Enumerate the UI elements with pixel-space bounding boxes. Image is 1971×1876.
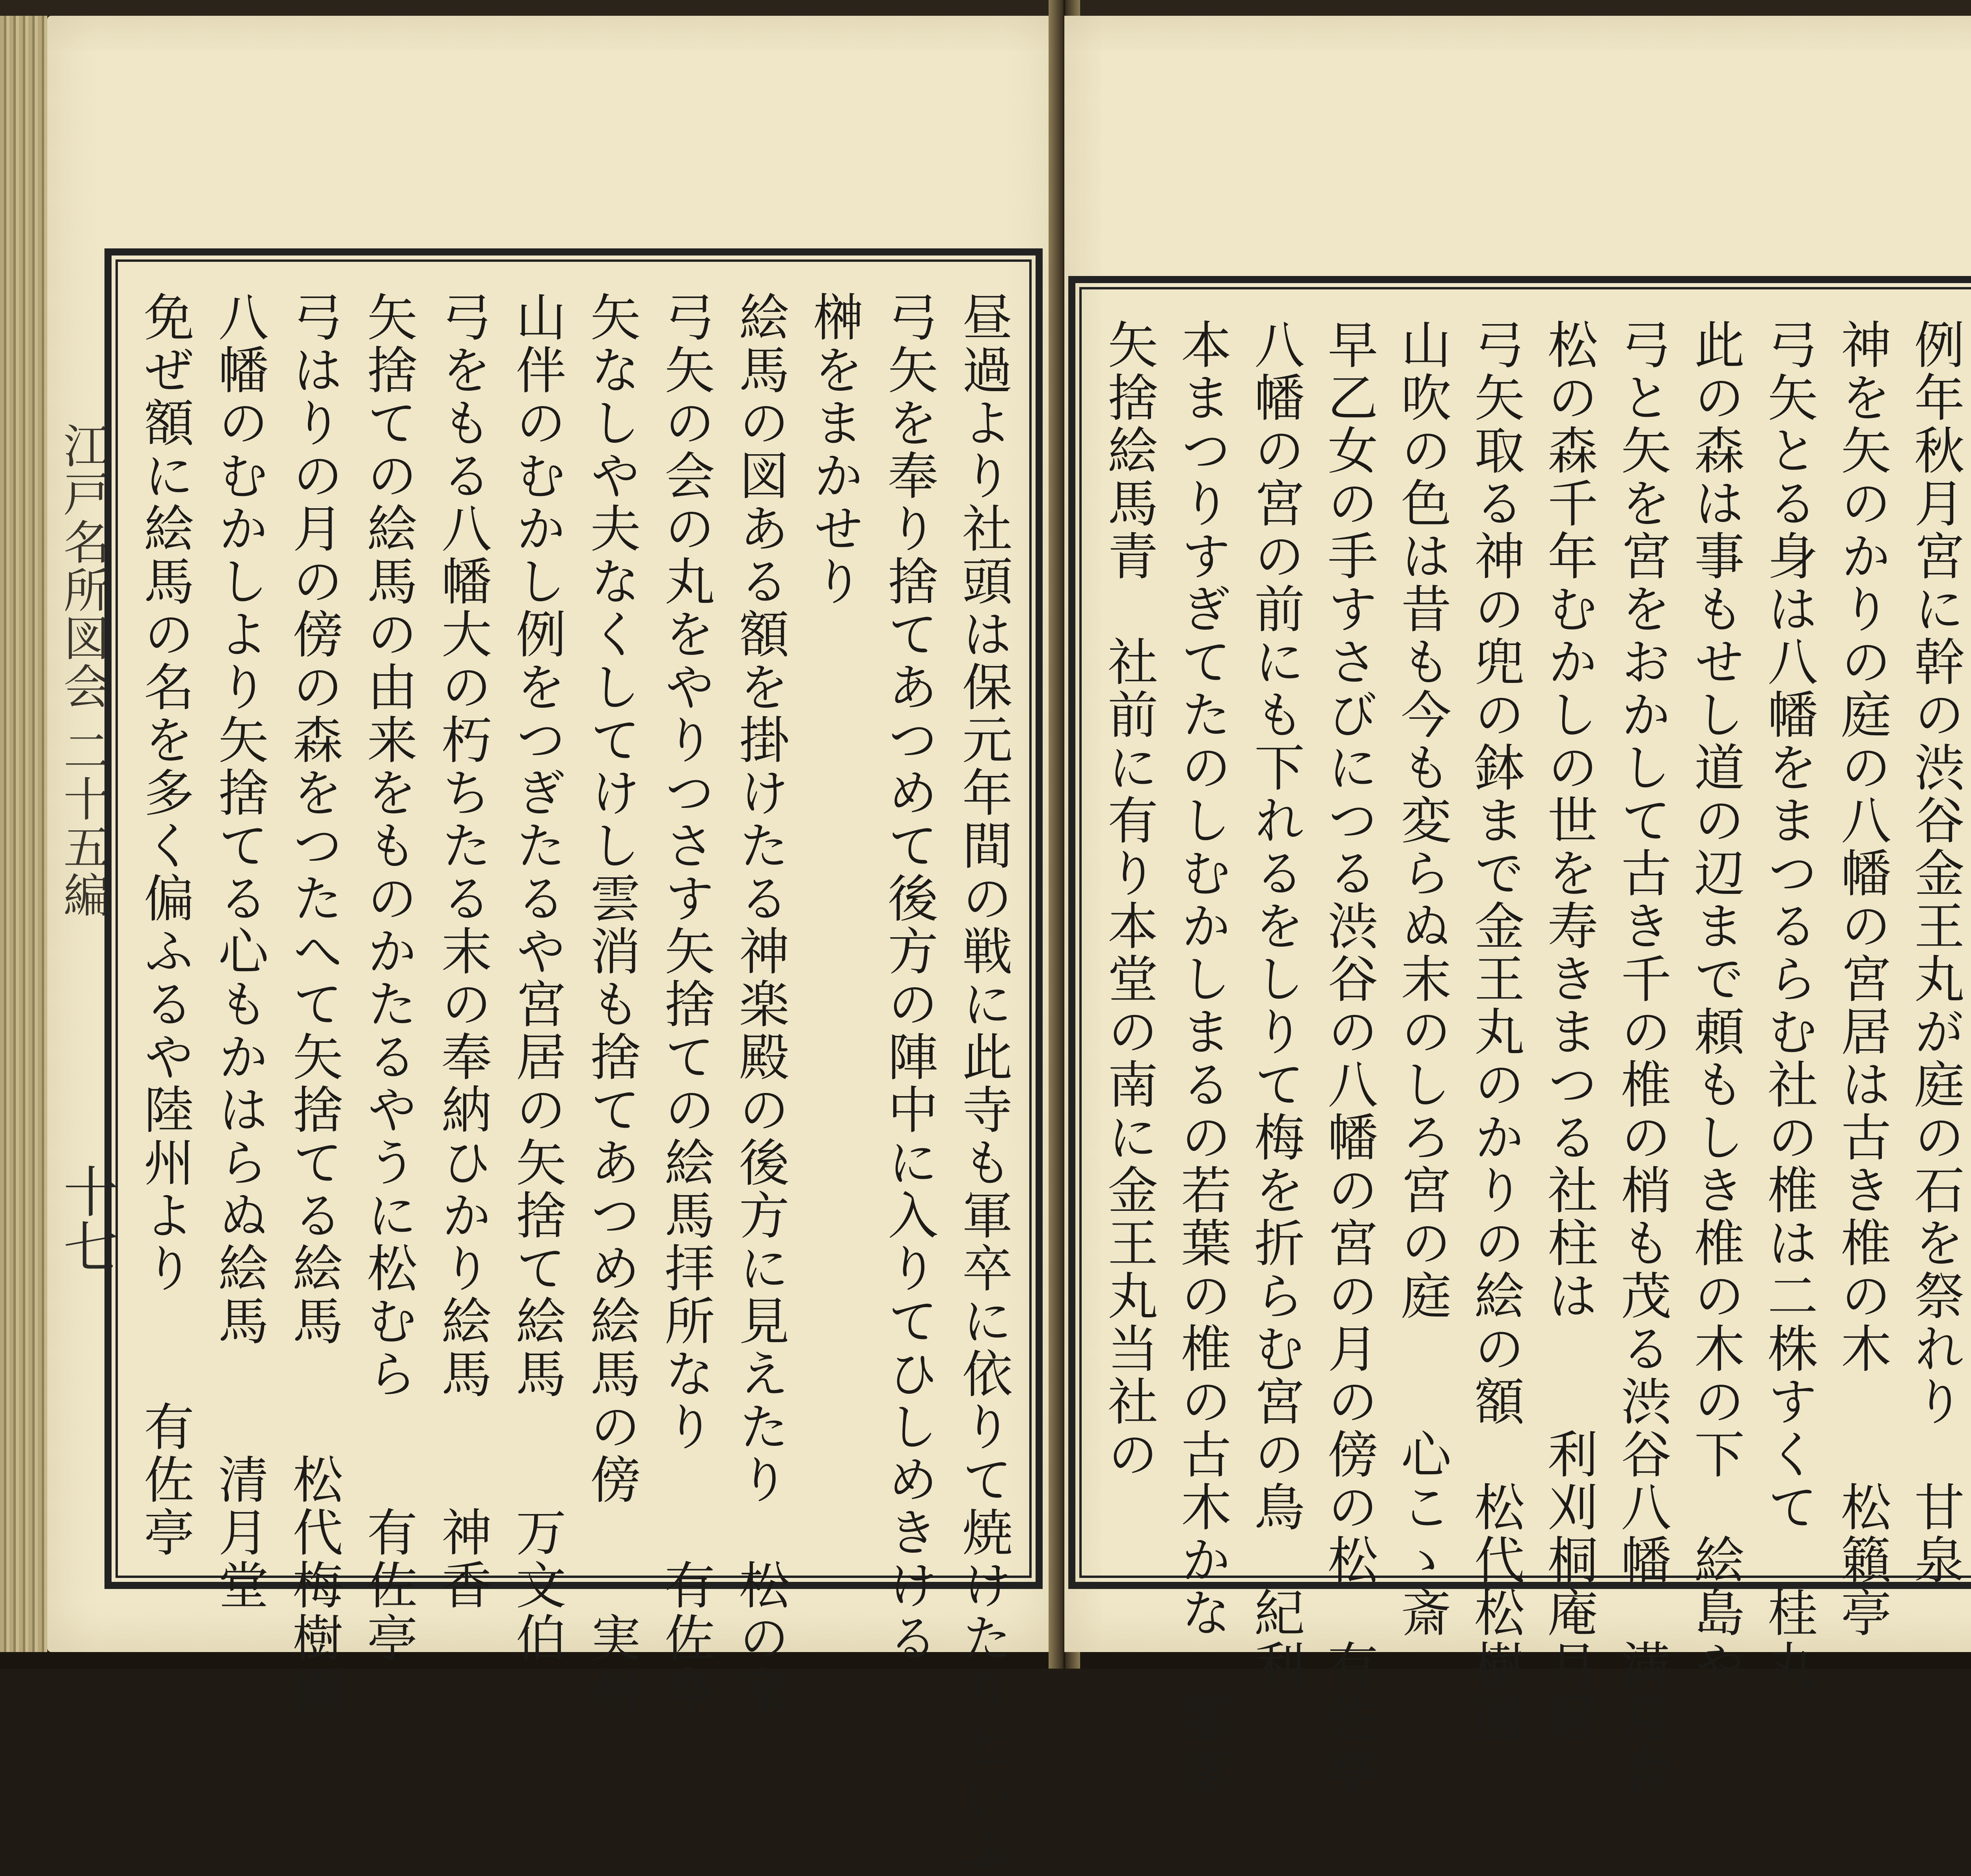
text-column: 例年秋月宮に幹の渋谷金王丸が庭の石を祭れり 甘泉 <box>1906 319 1964 1587</box>
text-column: 山伴のむかし例をつぎたるや宮居の矢捨て絵馬 万文伯 <box>507 291 566 1665</box>
right-text-frame <box>1068 276 1971 1798</box>
left-text-frame <box>104 248 1043 1876</box>
text-column: 弓矢とる身は八幡をまつるらむ社の椎は二株すくて 桂丸 <box>1759 319 1818 1692</box>
text-column: 矢捨絵馬青 社前に有り本堂の南に金王丸当社の <box>1099 319 1158 1481</box>
text-column: 本まつりすぎてたのしむかしまるの若葉の椎の古木かな 那彦 <box>1172 319 1231 1798</box>
text-column: 此の森は事もせし道の辺まで頼もしき椎の木の下 絵島や <box>1686 319 1744 1692</box>
text-column: 絵馬の図ある額を掛けたる神楽殿の後方に見えたり 松の家 <box>730 291 789 1717</box>
text-column: 弓はりの月の傍の森をつたへて矢捨てる絵馬 松代梅樹園 <box>284 291 343 1717</box>
text-column: 神を矢のかりの庭の八幡の宮居は古き椎の木 松籟亭 <box>1832 319 1891 1639</box>
text-column: 弓と矢を宮をおかして古き千の椎の梢も茂る渋谷八幡 満月舎 <box>1612 319 1671 1798</box>
text-column: 松の森千年むかしの世を寿きまつる社柱は 利刈桐庵月居 <box>1539 319 1598 1745</box>
text-column: 早乙女の手すさびにつる渋谷の八幡の宮の月の傍の松 有佐亭 <box>1319 319 1378 1798</box>
left-text-columns <box>135 291 1012 1876</box>
text-column: 弓をもる八幡大の朽ちたる末の奉納ひかり絵馬 神香 <box>432 291 492 1612</box>
left-page-edges <box>0 16 47 1652</box>
text-column: 弓矢の会の丸をやりつさす矢捨ての絵馬拝所なり 有佐亭 <box>656 291 715 1717</box>
right-text-columns <box>1099 319 1964 1798</box>
text-column: 免ぜ額に絵馬の名を多く偏ふるや陸州より 有佐亭 <box>135 291 194 1559</box>
text-column: 弓矢を奉り捨てあつめて後方の陣中に入りてひしめきける <box>879 291 938 1665</box>
text-column: 山吹の色は昔も今も変らぬ末のしろ宮の庭 心こゝ斎 <box>1392 319 1451 1639</box>
left-side-title: 江戸名所図会 二十五編 <box>56 422 110 919</box>
left-folio: 十七 <box>54 1163 118 1274</box>
text-column: 八幡のむかしより矢捨てる心もかはらぬ絵馬 清月堂 <box>209 291 268 1612</box>
text-column: 榊をまかせり <box>805 291 864 608</box>
text-column: 弓矢取る神の兜の鉢まで金王丸のかりの絵の額 松代松樹園 <box>1466 319 1524 1745</box>
text-column: 矢なしや夫なくしてけし雲消も捨てあつめ絵馬の傍 実州 <box>581 291 641 1717</box>
text-column: 八幡の宮の前にも下れるをしりて梅を折らむ宮の鳥 紀利 <box>1246 319 1304 1692</box>
text-column: 矢捨ての絵馬の由来をものかたるやうに松むら 有佐亭 <box>358 291 417 1665</box>
text-column: 昼過より社頭は保元年間の戦に此寺も軍卒に依りて焼けたりといふ <box>953 291 1012 1876</box>
